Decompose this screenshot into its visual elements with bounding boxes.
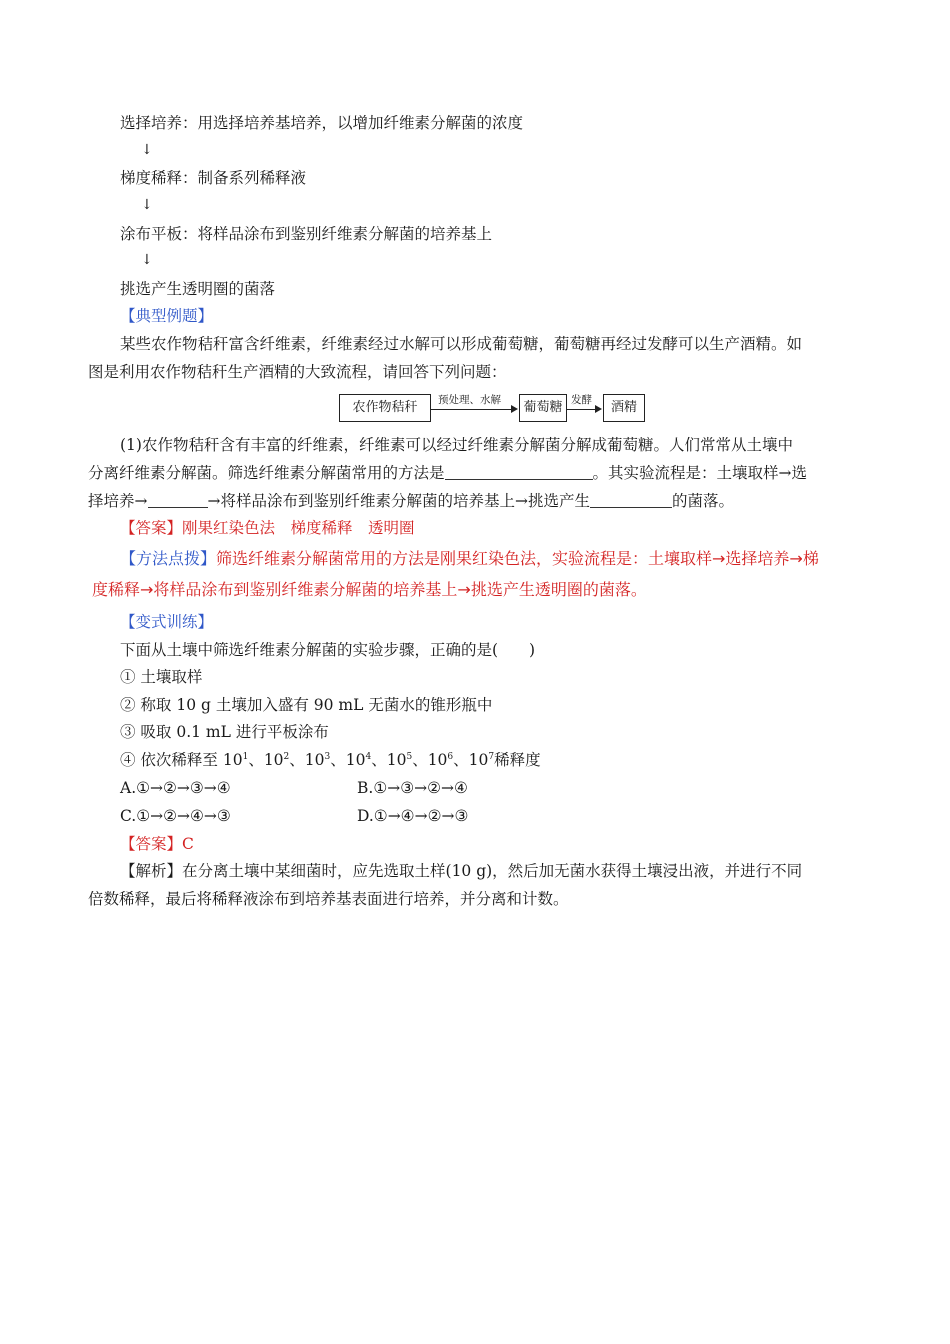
variant-heading: 【变式训练】	[120, 613, 214, 631]
diagram-arrow-label-fermentation: 发酵	[571, 394, 592, 406]
example-intro-line-1: 某些农作物秸秆富含纤维素，纤维素经过水解可以形成葡萄糖，葡萄糖再经过发酵可以生产酒精。如	[120, 335, 803, 353]
down-arrow-icon: ↓	[141, 252, 153, 268]
example-heading: 【典型例题】	[120, 307, 214, 325]
analysis-text: 在分离土壤中某细菌时，应先选取土样(10 g)，然后加无菌水获得土壤浸出液，并进行不同	[182, 862, 803, 880]
answer-blank	[445, 465, 593, 480]
flow-step-select-culture: 选择培养：用选择培养基培养，以增加纤维素分解菌的浓度	[120, 114, 524, 132]
method-label: 【方法点拨】	[120, 549, 217, 568]
answer-text: 刚果红染色法 梯度稀释 透明圈	[182, 519, 415, 537]
question-1-text: →将样品涂布到鉴别纤维素分解菌的培养基上→挑选产生	[207, 492, 590, 510]
example-answer	[120, 518, 415, 538]
question-1-text: 。其实验流程是：土壤取样→选	[592, 464, 808, 482]
diagram-box-alcohol: 酒精	[603, 394, 645, 422]
option-c: C.①→②→④→③	[120, 807, 231, 825]
variant-step-1: ① 土壤取样	[120, 668, 203, 686]
question-1-line-3	[88, 491, 734, 511]
analysis-line-2: 倍数稀释，最后将稀释液涂布到培养基表面进行培养，并分离和计数。	[88, 890, 569, 908]
diagram-arrow-line	[431, 409, 511, 410]
example-intro-line-2: 图是利用农作物秸秆生产酒精的大致流程，请回答下列问题：	[88, 363, 507, 381]
question-1-line-2	[88, 463, 807, 483]
step-4-suffix: 稀释度	[494, 751, 541, 769]
exponent: 6	[447, 752, 454, 762]
method-line-2: 度稀释→将样品涂布到鉴别纤维素分解菌的培养基上→挑选产生透明圈的菌落。	[92, 580, 647, 599]
exponent: 7	[488, 752, 495, 762]
diagram-box-glucose: 葡萄糖	[519, 394, 567, 422]
analysis-line-1	[120, 861, 802, 881]
question-1-text: 择培养→	[88, 492, 148, 510]
analysis-label: 【解析】	[120, 862, 183, 880]
variant-step-2: ② 称取 10 g 土壤加入盛有 90 mL 无菌水的锥形瓶中	[120, 696, 493, 714]
exponent: 3	[324, 752, 331, 762]
answer-label: 【答案】	[120, 835, 183, 853]
diagram-arrow-label-hydrolysis: 预处理、水解	[438, 394, 501, 406]
method-line-1	[120, 549, 819, 569]
answer-label: 【答案】	[120, 519, 183, 537]
answer-blank	[590, 493, 672, 508]
arrow-head-icon	[511, 405, 518, 413]
down-arrow-icon: ↓	[141, 142, 153, 158]
question-1-text: 的菌落。	[671, 492, 734, 510]
exponent: 1	[242, 752, 249, 762]
answer-text: C	[182, 835, 194, 853]
down-arrow-icon: ↓	[141, 197, 153, 213]
method-text: 筛选纤维素分解菌常用的方法是刚果红染色法，实验流程是：土壤取样→选择培养→梯	[216, 549, 819, 568]
exponent: 5	[406, 752, 413, 762]
step-4-prefix: ④ 依次稀释至 10	[120, 751, 243, 769]
diagram-arrow-line	[567, 409, 595, 410]
flow-step-pick-colony: 挑选产生透明圈的菌落	[120, 280, 276, 298]
option-d: D.①→④→②→③	[357, 807, 469, 825]
option-b: B.①→③→②→④	[357, 779, 468, 797]
variant-step-4: ④ 依次稀释至 $10^1$、$10^2$、$10^3$、$10^4$、$10^5$、$10^6$、$10^7$稀释度	[120, 751, 541, 769]
question-1-line-1: (1)农作物秸秆含有丰富的纤维素，纤维素可以经过纤维素分解菌分解成葡萄糖。人们常常从土壤中	[120, 436, 793, 454]
variant-step-3: ③ 吸取 0.1 mL 进行平板涂布	[120, 723, 329, 741]
question-1-text: 分离纤维素分解菌。筛选纤维素分解菌常用的方法是	[88, 464, 445, 482]
exponent: 4	[365, 752, 372, 762]
option-a: A.①→②→③→④	[120, 779, 231, 797]
exponent: 2	[283, 752, 290, 762]
flow-step-gradient-dilution: 梯度稀释：制备系列稀释液	[120, 169, 307, 187]
variant-answer	[120, 834, 194, 854]
arrow-head-icon	[595, 405, 602, 413]
answer-blank	[148, 493, 208, 508]
diagram-box-straw: 农作物秸秆	[339, 394, 431, 422]
flow-step-spread-plate: 涂布平板：将样品涂布到鉴别纤维素分解菌的培养基上	[120, 225, 493, 243]
variant-question: 下面从土壤中筛选纤维素分解菌的实验步骤，正确的是( )	[120, 641, 536, 659]
